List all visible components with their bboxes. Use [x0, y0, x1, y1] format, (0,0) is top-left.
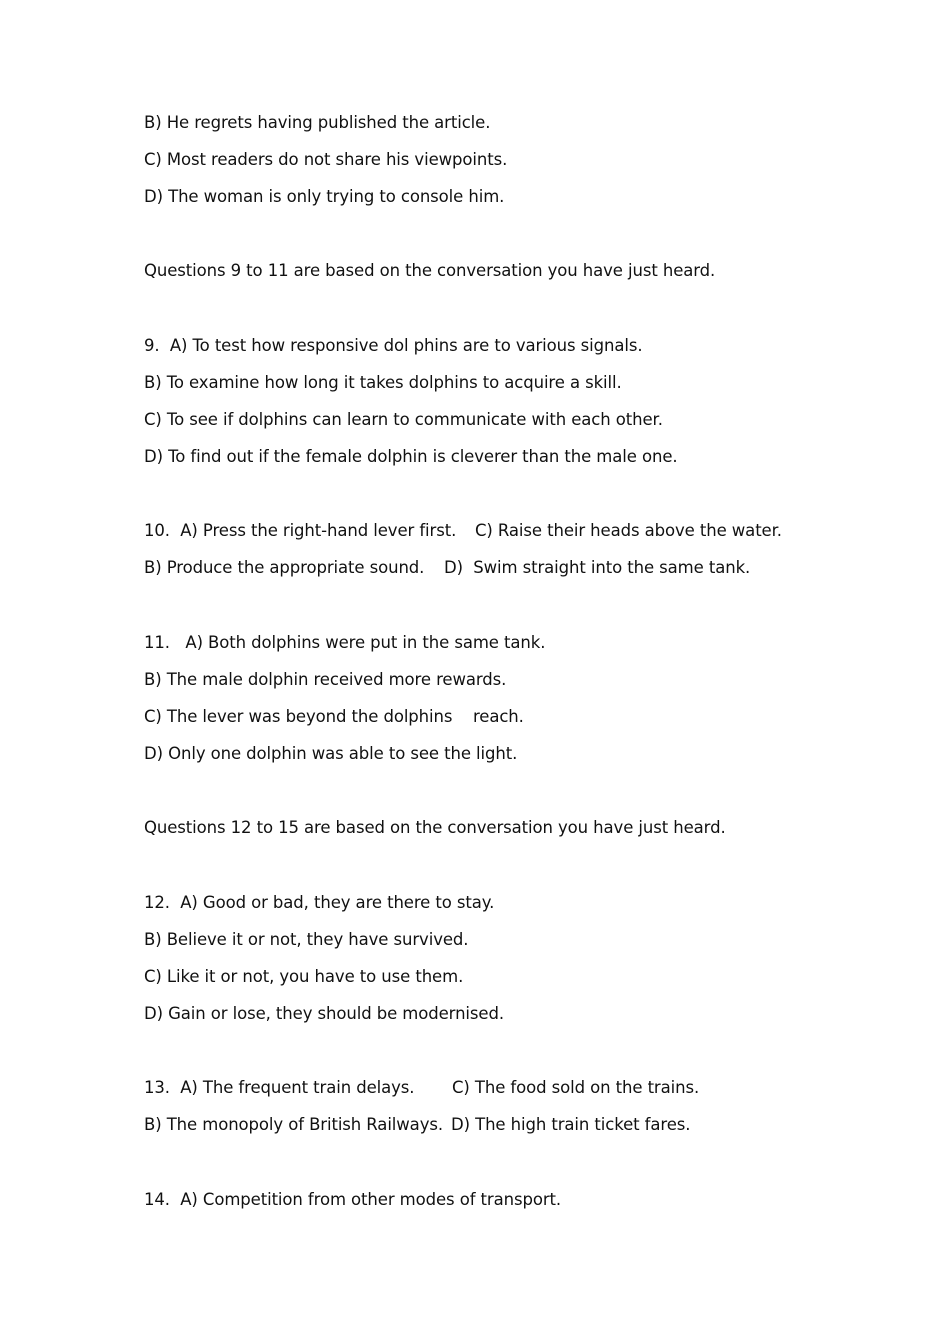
q10-option-d: D) Swim straight into the same tank.: [444, 558, 751, 577]
q9-option-c: C) To see if dolphins can learn to communicate with each other.: [144, 410, 663, 429]
q12-option-d: D) Gain or lose, they should be modernised.: [144, 1004, 504, 1023]
section-instruction-12-15: Questions 12 to 15 are based on the conversation you have just heard.: [144, 818, 726, 837]
q13-option-b: B) The monopoly of British Railways.: [144, 1115, 443, 1134]
q9-option-d: D) To find out if the female dolphin is cleverer than the male one.: [144, 447, 678, 466]
q8-option-d: D) The woman is only trying to console him.: [144, 187, 505, 206]
q13-option-c: C) The food sold on the trains.: [452, 1078, 700, 1097]
q10-option-a: 10. A) Press the right-hand lever first.: [144, 521, 457, 540]
q11-option-d: D) Only one dolphin was able to see the light.: [144, 744, 518, 763]
q12-option-b: B) Believe it or not, they have survived.: [144, 930, 469, 949]
q8-option-b: B) He regrets having published the article.: [144, 113, 491, 132]
section-instruction-9-11: Questions 9 to 11 are based on the conversation you have just heard.: [144, 261, 716, 280]
q12-option-a: 12. A) Good or bad, they are there to stay.: [144, 893, 495, 912]
q10-option-c: C) Raise their heads above the water.: [475, 521, 782, 540]
q11-option-b: B) The male dolphin received more rewards.: [144, 670, 507, 689]
q10-option-b: B) Produce the appropriate sound.: [144, 558, 425, 577]
q11-option-c: C) The lever was beyond the dolphins reach.: [144, 707, 524, 726]
q12-option-c: C) Like it or not, you have to use them.: [144, 967, 464, 986]
q13-option-d: D) The high train ticket fares.: [451, 1115, 691, 1134]
q9-option-a: 9. A) To test how responsive dol phins are to various signals.: [144, 336, 643, 355]
q13-option-a: 13. A) The frequent train delays.: [144, 1078, 415, 1097]
q9-option-b: B) To examine how long it takes dolphins to acquire a skill.: [144, 373, 622, 392]
q8-option-c: C) Most readers do not share his viewpoints.: [144, 150, 508, 169]
q11-option-a: 11. A) Both dolphins were put in the same tank.: [144, 633, 546, 652]
q14-option-a: 14. A) Competition from other modes of transport.: [144, 1190, 562, 1209]
